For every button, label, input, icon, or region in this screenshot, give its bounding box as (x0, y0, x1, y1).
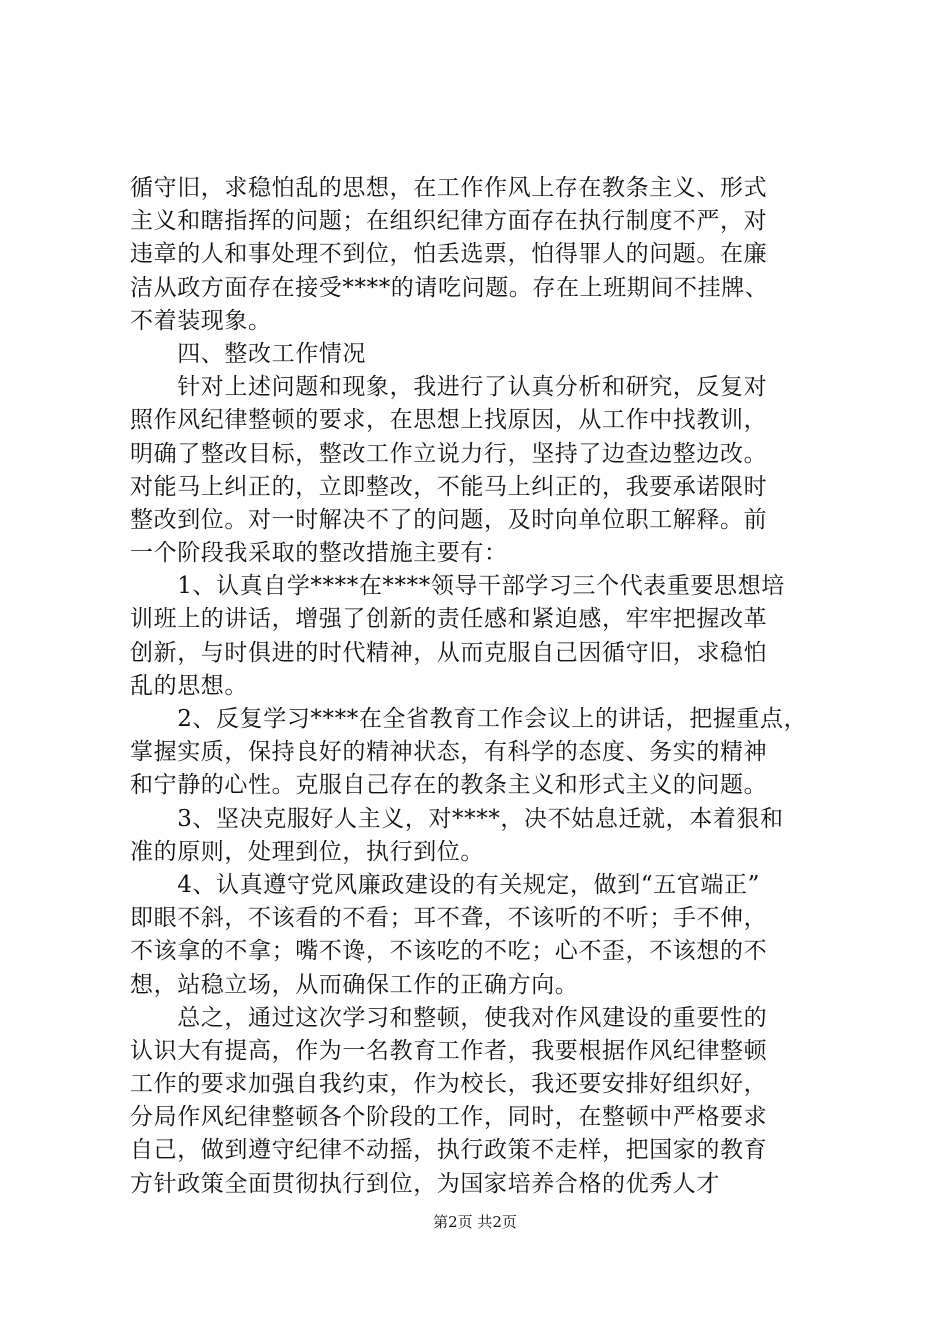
text-line: 训班上的讲话，增强了创新的责任感和紧迫感，牢牢把握改革 (130, 606, 768, 633)
text-line: 和宁静的心性。克服自己存在的教条主义和形式主义的问题。 (130, 772, 768, 799)
text-line: 即眼不斜，不该看的不看；耳不聋，不该听的不听；手不伸， (130, 905, 768, 932)
text-line: 洁从政方面存在接受****的请吃问题。存在上班期间不挂牌、 (130, 274, 769, 301)
text-line: 创新，与时俱进的时代精神，从而克服自己因循守旧，求稳怕 (130, 639, 768, 666)
document-body (130, 172, 830, 1201)
text-line: 不着装现象。 (130, 307, 272, 334)
text-line: 整改到位。对一时解决不了的问题，及时向单位职工解释。前 (130, 506, 768, 533)
page-footer: 第2页 共2页 (433, 1213, 517, 1231)
text-line: 认识大有提高，作为一名教育工作者，我要根据作风纪律整顿 (130, 1037, 768, 1064)
text-line: 循守旧，求稳怕乱的思想，在工作作风上存在教条主义、形式 (130, 175, 768, 201)
text-line: 乱的思想。 (130, 672, 248, 699)
text-line: 针对上述问题和现象，我进行了认真分析和研究，反复对 (130, 374, 768, 401)
text-line: 明确了整改目标，整改工作立说力行，坚持了边查边整边改。 (130, 440, 768, 467)
text-line: 准的原则，处理到位，执行到位。 (130, 838, 484, 865)
text-line: 2、反复学习****在全省教育工作会议上的讲话，把握重点， (130, 706, 808, 732)
text-line: 方针政策全面贯彻执行到位，为国家培养合格的优秀人才 (130, 1170, 720, 1197)
text-line: 工作的要求加强自我约束，作为校长，我还要安排好组织好， (130, 1071, 768, 1098)
text-line: 照作风纪律整顿的要求，在思想上找原因，从工作中找教训， (130, 407, 768, 434)
text-line: 分局作风纪律整顿各个阶段的工作，同时，在整顿中严格要求 (130, 1104, 768, 1131)
text-line: 掌握实质，保持良好的精神状态，有科学的态度、务实的精神 (130, 739, 768, 766)
text-line: 主义和瞎指挥的问题；在组织纪律方面存在执行制度不严，对 (130, 208, 768, 235)
text-line: 3、坚决克服好人主义，对****，决不姑息迁就，本着狠和 (130, 805, 784, 832)
text-line: 不该拿的不拿；嘴不谗，不该吃的不吃；心不歪，不该想的不 (130, 938, 768, 965)
text-line: 对能马上纠正的，立即整改，不能马上纠正的，我要承诺限时 (130, 473, 768, 500)
text-line: 自己，做到遵守纪律不动摇，执行政策不走样，把国家的教育 (130, 1137, 768, 1164)
text-line: 想，站稳立场，从而确保工作的正确方向。 (130, 971, 579, 998)
text-line: 4、认真遵守党风廉政建设的有关规定，做到“五官端正” (130, 871, 760, 898)
text-line: 总之，通过这次学习和整顿，使我对作风建设的重要性的 (130, 1004, 768, 1031)
text-line: 一个阶段我采取的整改措施主要有： (130, 540, 508, 567)
text-line: 四、整改工作情况 (130, 340, 366, 367)
text-line: 违章的人和事处理不到位，怕丢选票，怕得罪人的问题。在廉 (130, 241, 768, 268)
text-line: 1、认真自学****在****领导干部学习三个代表重要思想培 (130, 573, 785, 600)
